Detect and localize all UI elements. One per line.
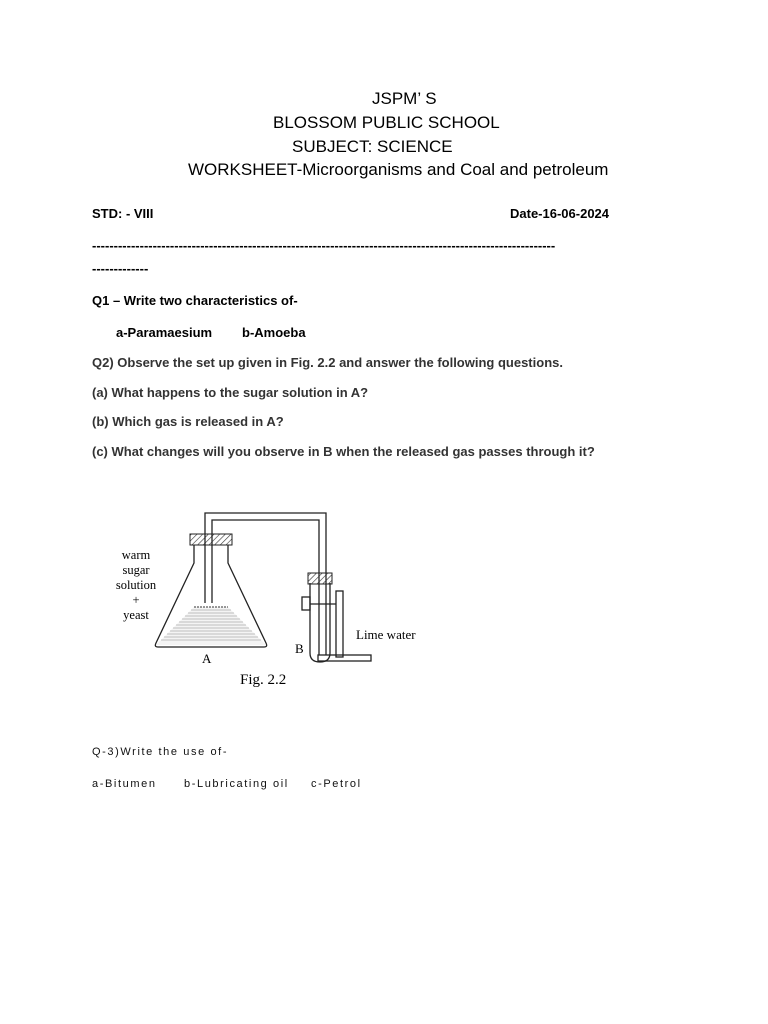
q1-option-b: b-Amoeba — [242, 325, 306, 340]
flask-label-a: A — [202, 651, 212, 666]
q1-title: Q1 – Write two characteristics of- — [92, 293, 298, 308]
lime-water-label: Lime water — [356, 627, 416, 642]
fermentation-setup-figure — [90, 505, 450, 695]
flask-label-line-2: sugar — [122, 563, 150, 577]
q3-title: Q-3)Write the use of- — [92, 746, 229, 758]
separator-line: ----------------------------------------------------------------------------------------------------------- — [92, 238, 556, 253]
flask-label-line-3: solution — [115, 578, 157, 592]
q3-option-c: c-Petrol — [311, 778, 362, 790]
q2-part-a: (a) What happens to the sugar solution in A? — [92, 385, 369, 400]
q2-part-b: (b) Which gas is released in A? — [92, 414, 284, 429]
subject-heading: SUBJECT: SCIENCE — [292, 137, 453, 156]
worksheet-title: WORKSHEET-Microorganisms and Coal and petroleum — [188, 160, 609, 179]
date-label: Date-16-06-2024 — [510, 206, 610, 221]
flask-label-line-1: warm — [121, 548, 151, 562]
conical-flask-a — [155, 534, 266, 647]
school-short-name: JSPM’ S — [372, 89, 437, 108]
q3-option-a: a-Bitumen — [92, 778, 157, 790]
separator-line-continued: ------------- — [92, 261, 149, 276]
test-tube-stand — [302, 591, 371, 661]
q2-title: Q2) Observe the set up given in Fig. 2.2 and answer the following questions. — [92, 355, 563, 370]
flask-label-line-5: yeast — [123, 608, 149, 622]
q2-part-c: (c) What changes will you observe in B when the released gas passes through it? — [92, 444, 595, 459]
q1-option-a: a-Paramaesium — [116, 325, 213, 340]
school-name: BLOSSOM PUBLIC SCHOOL — [273, 113, 500, 132]
q3-option-b: b-Lubricating oil — [184, 778, 289, 790]
test-tube-b — [308, 573, 332, 662]
test-tube-label-b: B — [295, 641, 304, 656]
flask-label-line-4: + — [132, 593, 140, 607]
std-label: STD: - VIII — [92, 206, 154, 221]
figure-caption: Fig. 2.2 — [240, 672, 287, 688]
